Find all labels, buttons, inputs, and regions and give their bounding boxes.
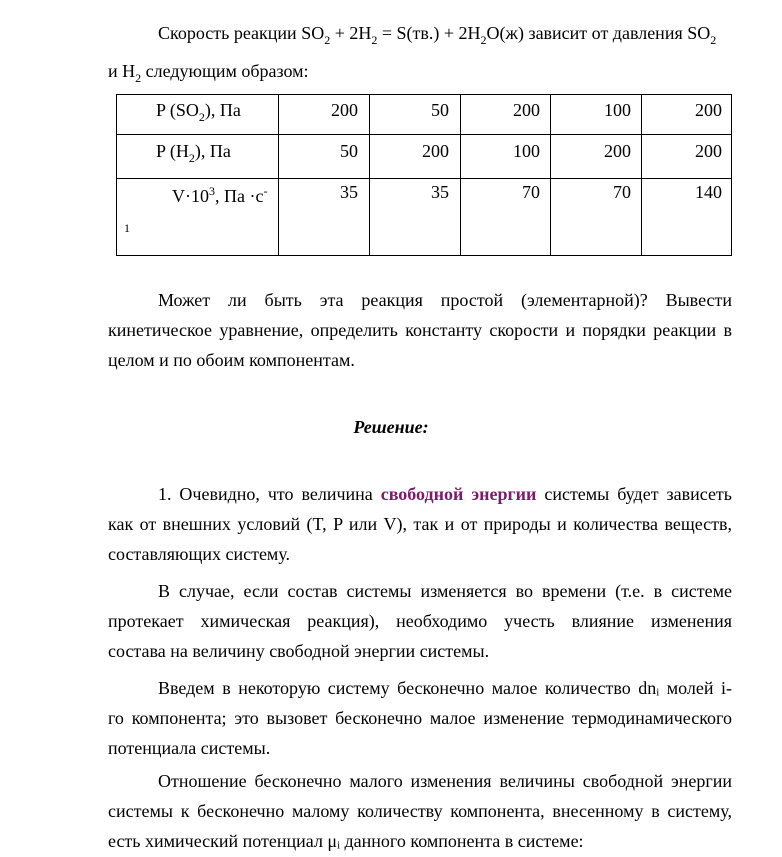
text: + 2H [330, 23, 372, 43]
superscript: - [263, 184, 268, 198]
text: O(ж) зависит от давления SO [486, 23, 711, 43]
table-cell: 200 [513, 100, 540, 120]
text-line: В случае, если состав системы изменяется во времени (т.е. в системе [158, 581, 732, 601]
table-border [116, 94, 732, 95]
solution-heading: Решение: [353, 417, 429, 437]
text: ), Па [194, 141, 231, 161]
text: , Па ·c [215, 186, 264, 206]
table-label-wrap: 1 [124, 221, 130, 235]
table-border [116, 94, 117, 256]
text-line: системы к бесконечно малому количеству компонента, внесенному в систему, [108, 801, 732, 821]
table-cell: 200 [604, 141, 631, 161]
table-cell: 35 [340, 182, 358, 202]
text-line: Может ли быть эта реакция простой (элементарной)? Вывести [158, 290, 732, 310]
text-line: Введем в некоторую систему бесконечно малое количество dnᵢ молей i- [158, 678, 732, 698]
text-line: составляющих систему. [108, 544, 291, 564]
text: системы будет зависеть [536, 484, 733, 504]
paragraph-4 [108, 766, 732, 856]
table-cell: 35 [431, 182, 449, 202]
question-paragraph [108, 285, 732, 375]
paragraph-3 [108, 673, 732, 763]
paragraph-2 [108, 576, 732, 666]
table-cell: 200 [695, 141, 722, 161]
paragraph-1 [108, 479, 732, 569]
subscript: 2 [480, 33, 487, 47]
table-border [116, 134, 732, 135]
text-line: состава на величину свободной энергии системы. [108, 641, 490, 661]
intro-line-1 [158, 22, 717, 47]
text-line: целом и по обоим компонентам. [108, 350, 355, 370]
table-border [116, 255, 732, 256]
table-cell: 70 [613, 182, 631, 202]
text: ), Па [204, 100, 241, 120]
subscript: 2 [198, 110, 205, 124]
table-cell: 140 [695, 182, 722, 202]
subscript: 2 [135, 71, 142, 85]
subscript: 2 [371, 33, 378, 47]
table-row-label [156, 100, 241, 124]
text: P (SO [156, 100, 199, 120]
table-row-label [172, 186, 267, 206]
table-cell: 200 [422, 141, 449, 161]
table-cell: 100 [604, 100, 631, 120]
subscript: 2 [324, 33, 331, 47]
subscript: 2 [710, 33, 717, 47]
text-line: есть химический потенциал μᵢ данного компонента в системе: [108, 831, 584, 851]
text-line: как от внешних условий (T, P или V), так и от природы и количества веществ, [108, 514, 732, 534]
text: V·10 [172, 186, 209, 206]
table-cell: 100 [513, 141, 540, 161]
text-line [108, 479, 732, 509]
text-line: Отношение бесконечно малого изменения величины свободной энергии [158, 771, 732, 791]
text: P (H [156, 141, 189, 161]
table-row-label [156, 141, 231, 165]
table-cell: 70 [522, 182, 540, 202]
text: и H [108, 61, 136, 81]
link-term[interactable]: свободной энергии [380, 484, 537, 504]
pressure-rate-table [116, 94, 732, 256]
text-line: протекает химическая реакция), необходимо учесть влияние изменения [108, 611, 732, 631]
text-line: го компонента; это вызовет бесконечно малое изменение термодинамического [108, 708, 732, 728]
table-cell: 50 [431, 100, 449, 120]
intro-line-2 [108, 60, 309, 85]
table-cell: 50 [340, 141, 358, 161]
text: Скорость реакции SO [158, 23, 325, 43]
table-border [116, 178, 732, 179]
superscript: 3 [209, 184, 215, 198]
text: следующим образом: [141, 61, 309, 81]
text-line: потенциала системы. [108, 738, 271, 758]
table-cell: 200 [695, 100, 722, 120]
text-line: кинетическое уравнение, определить константу скорости и порядки реакции в [108, 320, 732, 340]
table-cell: 200 [331, 100, 358, 120]
text: 1. Очевидно, что величина [158, 484, 381, 504]
subscript: 2 [188, 151, 195, 165]
text: = S(тв.) + 2H [377, 23, 481, 43]
table-border [731, 94, 732, 256]
